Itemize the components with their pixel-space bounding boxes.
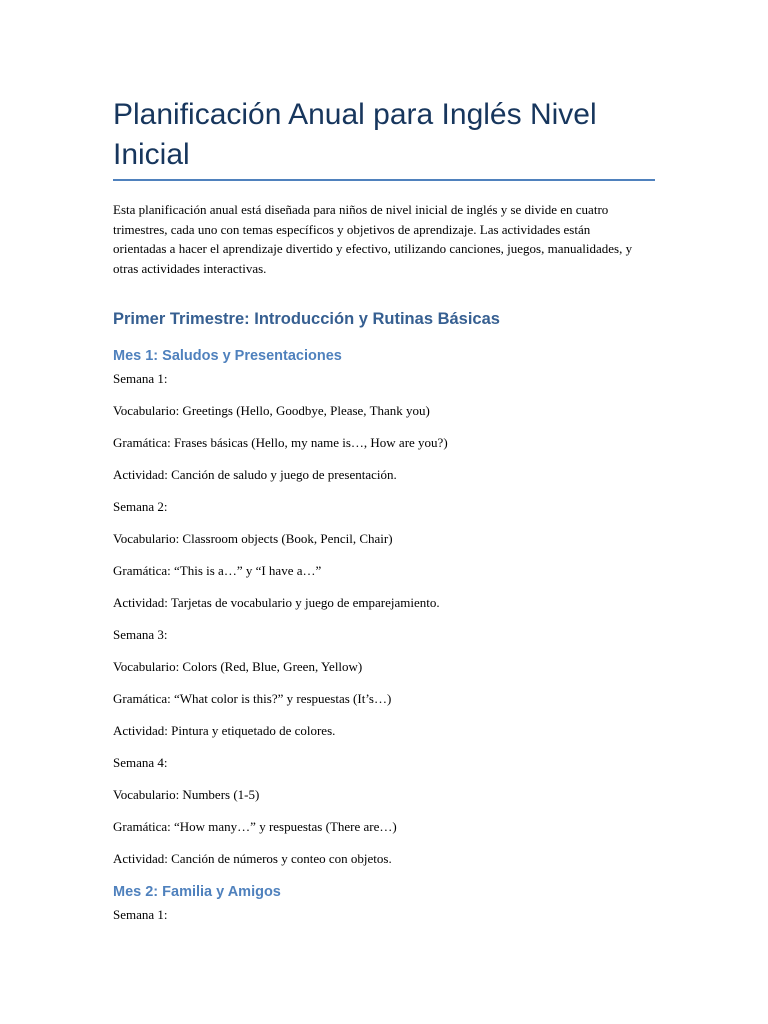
activity-line: Actividad: Pintura y etiquetado de colores. [113, 723, 336, 738]
title-underline [113, 179, 655, 181]
month-heading-2: Mes 2: Familia y Amigos [113, 884, 281, 900]
section-heading-first-trimester: Primer Trimestre: Introducción y Rutinas Básicas [113, 310, 500, 328]
week-label: Semana 1: [113, 907, 168, 922]
activity-line: Actividad: Canción de saludo y juego de presentación. [113, 467, 397, 482]
activity-line: Actividad: Canción de números y conteo con objetos. [113, 851, 392, 866]
document-title: Planificación Anual para Inglés Nivel Inicial [113, 98, 597, 171]
grammar-line: Gramática: Frases básicas (Hello, my name is…, How are you?) [113, 435, 448, 450]
grammar-line: Gramática: “What color is this?” y respuestas (It’s…) [113, 691, 392, 706]
vocabulary-line: Vocabulario: Numbers (1-5) [113, 787, 260, 802]
week-label: Semana 3: [113, 627, 168, 642]
intro-paragraph: Esta planificación anual está diseñada para niños de nivel inicial de inglés y se divide en cuatro trimestres, cada uno con temas específicos y objetivos de aprendizaje. Las actividades están orientadas a hacer el aprendizaje divertido y efectivo, utilizando canciones, juegos, manualidades, y otras actividades interactivas. [113, 202, 633, 276]
activity-line: Actividad: Tarjetas de vocabulario y juego de emparejamiento. [113, 595, 440, 610]
week-label: Semana 1: [113, 371, 168, 386]
vocabulary-line: Vocabulario: Classroom objects (Book, Pencil, Chair) [113, 531, 393, 546]
week-label: Semana 4: [113, 755, 168, 770]
grammar-line: Gramática: “How many…” y respuestas (There are…) [113, 819, 397, 834]
vocabulary-line: Vocabulario: Colors (Red, Blue, Green, Yellow) [113, 659, 363, 674]
grammar-line: Gramática: “This is a…” y “I have a…” [113, 563, 322, 578]
vocabulary-line: Vocabulario: Greetings (Hello, Goodbye, Please, Thank you) [113, 403, 430, 418]
month-heading-1: Mes 1: Saludos y Presentaciones [113, 348, 342, 364]
week-label: Semana 2: [113, 499, 168, 514]
